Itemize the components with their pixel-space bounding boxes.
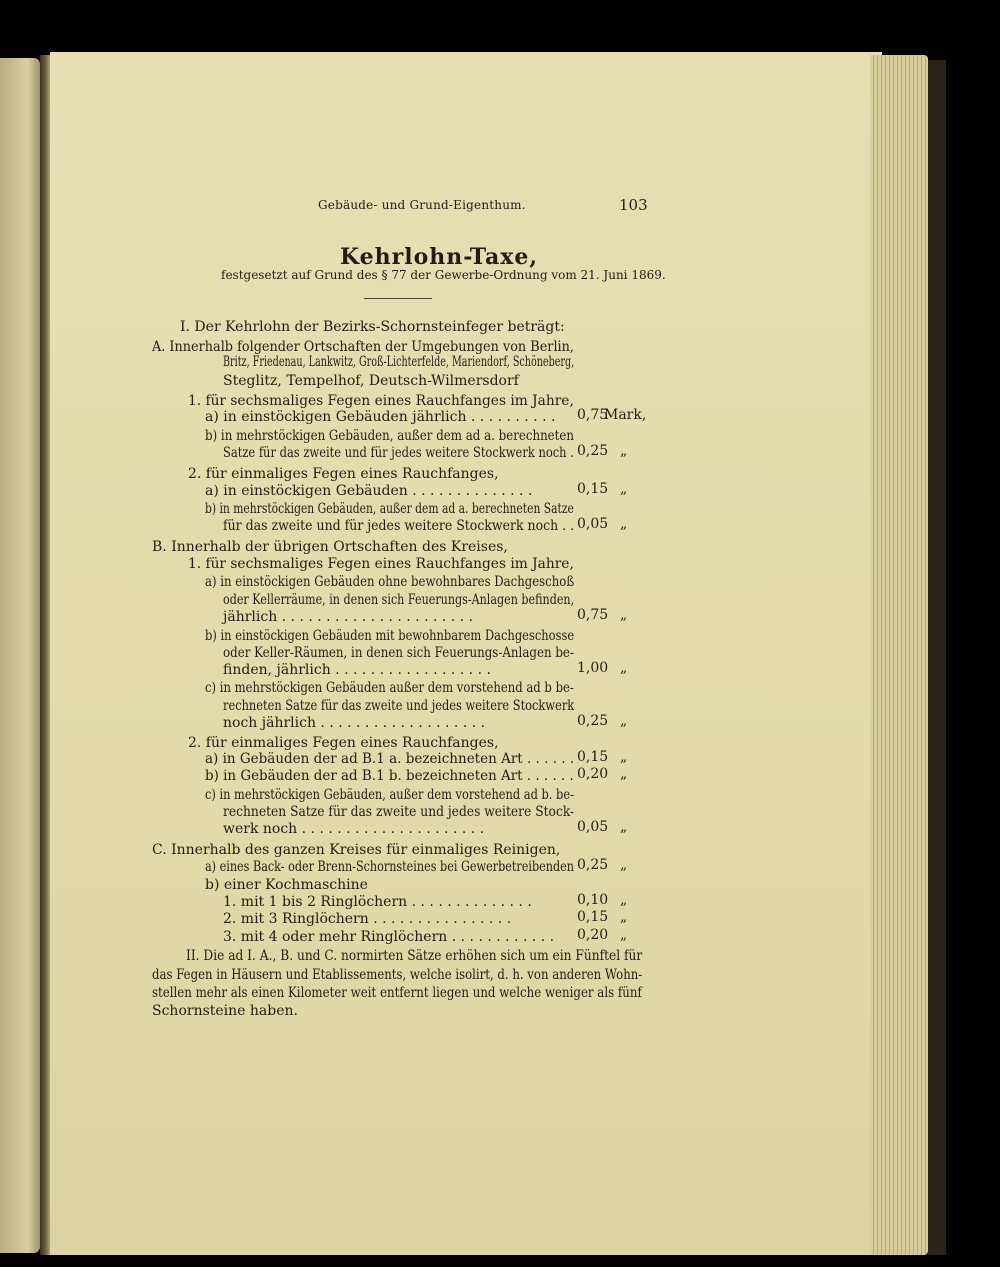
value-B1c: 0,25: [577, 713, 609, 729]
value-Cb2: 0,15: [577, 909, 609, 925]
A2b-line-cont: für das zweite und für jedes weitere Stockwerk noch . .: [223, 518, 575, 534]
value-B2a: 0,15: [577, 749, 609, 765]
value-A2a: 0,15: [577, 481, 609, 497]
B2-heading: 2. für einmaliges Fegen eines Rauchfanges,: [188, 735, 499, 751]
B1a-line-cont: oder Kellerräume, in denen sich Feuerungs-Anlagen befinden,: [223, 592, 575, 608]
section-I-intro: I. Der Kehrlohn der Bezirks-Schornsteinfeger beträgt:: [180, 319, 565, 335]
unit-B2c: „: [620, 819, 628, 835]
left-page-edge: [0, 58, 40, 1253]
unit-B1b: „: [620, 660, 628, 676]
value-Ca: 0,25: [577, 857, 609, 873]
Cb-line: b) einer Kochmaschine: [205, 877, 368, 893]
section-II-line-2: das Fegen in Häusern und Etablissements, welche isolirt, d. h. von anderen Wohn-: [152, 967, 643, 983]
running-title: Gebäude- und Grund-Eigenthum.: [318, 198, 526, 212]
section-A-heading: A. Innerhalb folgender Ortschaften der Umgebungen von Berlin,: [152, 339, 575, 355]
unit-Cb1: „: [620, 892, 628, 908]
unit-B1a: „: [620, 607, 628, 623]
document-title: Kehrlohn-Taxe,: [340, 244, 539, 270]
B1a-line-end: jährlich . . . . . . . . . . . . . . . . . . . . . .: [223, 609, 474, 625]
book-cover-edge: [928, 60, 946, 1255]
B1c-line-cont: rechneten Satze für das zweite und jedes weitere Stockwerk: [223, 698, 575, 714]
A1a-line: a) in einstöckigen Gebäuden jährlich . . . . . . . . . .: [205, 409, 556, 425]
title-rule: [364, 298, 432, 299]
A2b-line: b) in mehrstöckigen Gebäuden, außer dem ad a. berechneten Satze: [205, 501, 574, 517]
B1b-line: b) in einstöckigen Gebäuden mit bewohnbarem Dachgeschosse: [205, 628, 575, 644]
B2b-line: b) in Gebäuden der ad B.1 b. bezeichneten Art . . . . . .: [205, 768, 574, 784]
unit-B2a: „: [620, 749, 628, 765]
A1-heading: 1. für sechsmaliges Fegen eines Rauchfanges im Jahre,: [188, 393, 574, 409]
B1-heading: 1. für sechsmaliges Fegen eines Rauchfanges im Jahre,: [188, 556, 574, 572]
value-A1b: 0,25: [577, 443, 609, 459]
B1c-line-end: noch jährlich . . . . . . . . . . . . . . . . . . .: [223, 715, 486, 731]
B2c-line-cont: rechneten Satze für das zweite und jedes weitere Stock-: [223, 804, 575, 820]
value-A1a: 0,75: [577, 407, 609, 423]
A1b-line-cont: Satze für das zweite und für jedes weitere Stockwerk noch .: [223, 445, 574, 461]
section-B-heading: B. Innerhalb der übrigen Ortschaften des Kreises,: [152, 539, 508, 555]
value-A2b: 0,05: [577, 516, 609, 532]
unit-Cb3: „: [620, 927, 628, 943]
value-B1a: 0,75: [577, 607, 609, 623]
document-subtitle: festgesetzt auf Grund des § 77 der Gewerbe-Ordnung vom 21. Juni 1869.: [221, 268, 666, 282]
value-Cb1: 0,10: [577, 892, 609, 908]
unit-B2b: „: [620, 766, 628, 782]
section-C-heading: C. Innerhalb des ganzen Kreises für einmaliges Reinigen,: [152, 842, 561, 858]
unit-A2a: „: [620, 481, 628, 497]
unit-Ca: „: [620, 857, 628, 873]
A2-heading: 2. für einmaliges Fegen eines Rauchfanges,: [188, 466, 499, 482]
A2a-line: a) in einstöckigen Gebäuden . . . . . . . . . . . . . .: [205, 483, 533, 499]
A1b-line: b) in mehrstöckigen Gebäuden, außer dem ad a. berechneten: [205, 428, 575, 444]
unit-B1c: „: [620, 713, 628, 729]
Ca-line: a) eines Back- oder Brenn-Schornsteines bei Gewerbetreibenden: [205, 859, 575, 875]
value-B2b: 0,20: [577, 766, 609, 782]
section-II-line-3: stellen mehr als einen Kilometer weit entfernt liegen und welche weniger als fünf: [152, 985, 642, 1001]
value-Cb3: 0,20: [577, 927, 609, 943]
Cb1-line: 1. mit 1 bis 2 Ringlöchern . . . . . . . . . . . . . .: [223, 894, 532, 910]
value-B2c: 0,05: [577, 819, 609, 835]
B2a-line: a) in Gebäuden der ad B.1 a. bezeichneten Art . . . . . .: [205, 751, 575, 767]
unit-A1a: Mark,: [604, 407, 647, 423]
section-II-line-1: II. Die ad I. A., B. und C. normirten Sätze erhöhen sich um ein Fünftel für: [186, 948, 643, 964]
B1b-line-end: finden, jährlich . . . . . . . . . . . . . . . . . .: [223, 662, 491, 678]
B1a-line: a) in einstöckigen Gebäuden ohne bewohnbares Dachgeschoß: [205, 574, 575, 590]
unit-A2b: „: [620, 516, 628, 532]
value-B1b: 1,00: [577, 660, 609, 676]
B2c-line: c) in mehrstöckigen Gebäuden, außer dem vorstehend ad b. be-: [205, 787, 574, 803]
Cb3-line: 3. mit 4 oder mehr Ringlöchern . . . . . . . . . . . .: [223, 929, 555, 945]
section-II-line-4: Schornsteine haben.: [152, 1003, 298, 1019]
page-number: 103: [619, 196, 648, 214]
Cb2-line: 2. mit 3 Ringlöchern . . . . . . . . . . . . . . . .: [223, 911, 512, 927]
section-A-places-cont: Steglitz, Tempelhof, Deutsch-Wilmersdorf: [223, 373, 519, 389]
unit-Cb2: „: [620, 909, 628, 925]
B2c-line-end: werk noch . . . . . . . . . . . . . . . . . . . . .: [223, 821, 485, 837]
B1b-line-cont: oder Keller-Räumen, in denen sich Feuerungs-Anlagen be-: [223, 645, 574, 661]
unit-A1b: „: [620, 443, 628, 459]
section-A-places: Britz, Friedenau, Lankwitz, Groß-Lichterfelde, Mariendorf, Schöneberg,: [223, 354, 575, 370]
page-block-edges: [870, 55, 928, 1255]
B1c-line: c) in mehrstöckigen Gebäuden außer dem vorstehend ad b be-: [205, 680, 574, 696]
